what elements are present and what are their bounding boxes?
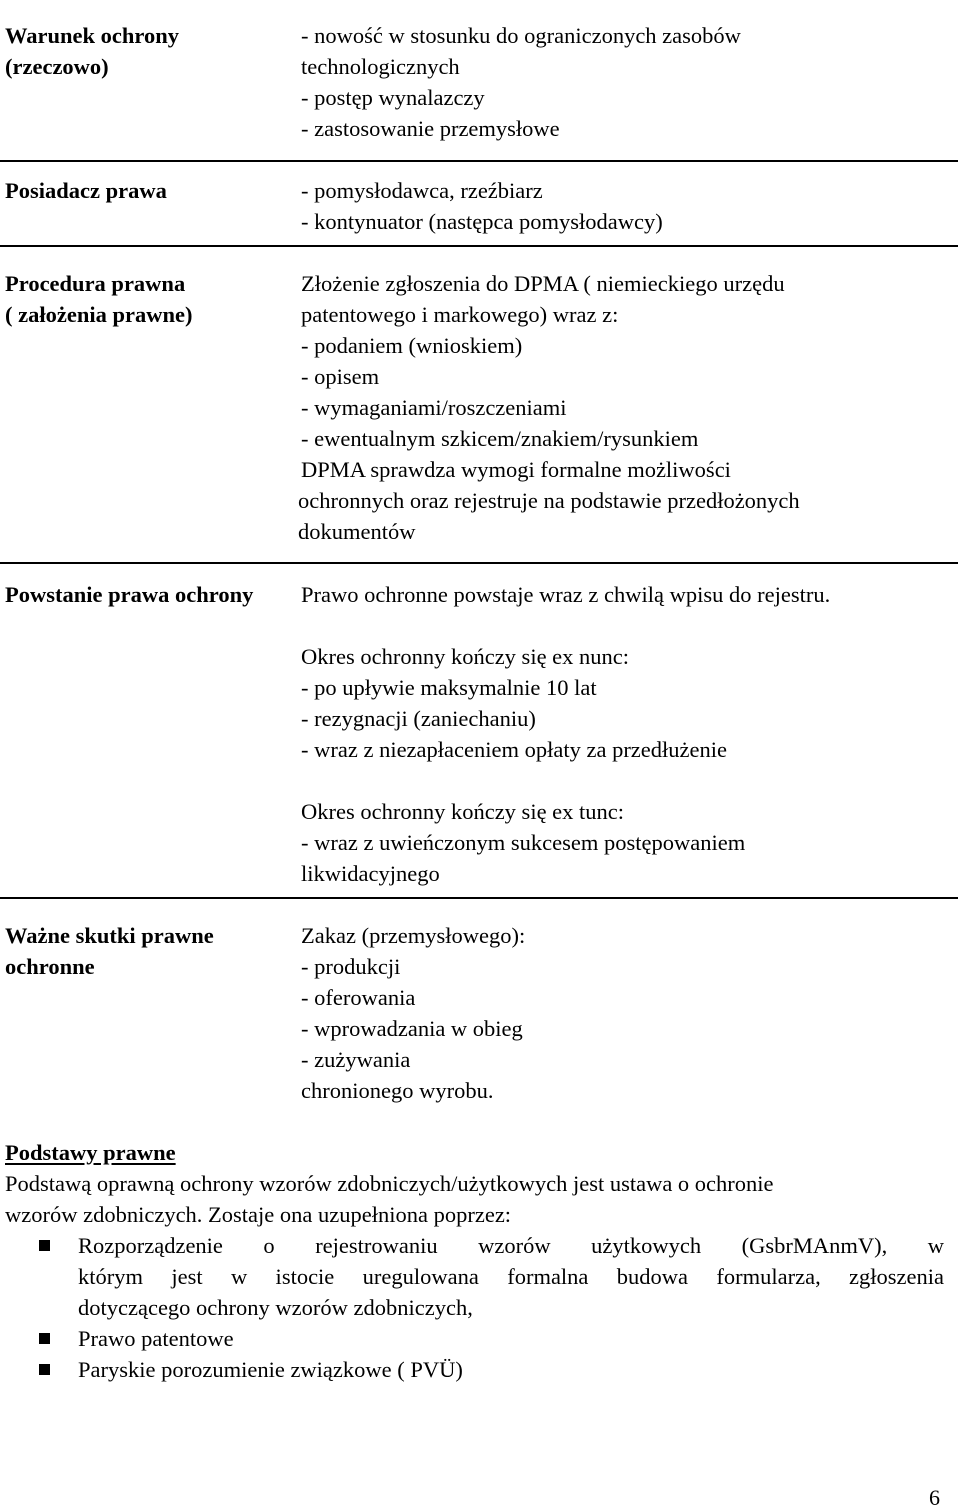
row-content-line: - zużywania bbox=[301, 1047, 411, 1072]
row-content-line: Okres ochronny kończy się ex nunc: bbox=[301, 644, 630, 669]
row-content-line: - podaniem (wnioskiem) bbox=[301, 333, 523, 358]
bullet-line: którym jest w istocie uregulowana formalna budowa formularza, zgłoszenia bbox=[78, 1264, 944, 1289]
row-divider bbox=[0, 562, 958, 564]
row-content-line: DPMA sprawdza wymogi formalne możliwości bbox=[301, 457, 731, 482]
row-content-line: patentowego i markowego) wraz z: bbox=[301, 302, 619, 327]
row-content-line: ochronnych oraz rejestruje na podstawie przedłożonych bbox=[298, 488, 800, 513]
square-bullet-icon bbox=[39, 1364, 50, 1375]
row-content-line: - postęp wynalazczy bbox=[301, 85, 485, 110]
row-content-line: - po upływie maksymalnie 10 lat bbox=[301, 675, 597, 700]
square-bullet-icon bbox=[39, 1240, 50, 1251]
row-content-line: - rezygnacji (zaniechaniu) bbox=[301, 706, 536, 731]
row-label: ( założenia prawne) bbox=[5, 302, 193, 327]
row-content-line: - nowość w stosunku do ograniczonych zasobów bbox=[301, 23, 741, 48]
page-number: 6 bbox=[929, 1485, 940, 1510]
bullet-line: dotyczącego ochrony wzorów zdobniczych, bbox=[78, 1295, 473, 1320]
row-label: Powstanie prawa ochrony bbox=[5, 582, 254, 607]
row-content-line: - ewentualnym szkicem/znakiem/rysunkiem bbox=[301, 426, 699, 451]
square-bullet-icon bbox=[39, 1333, 50, 1344]
row-content-line: Okres ochronny kończy się ex tunc: bbox=[301, 799, 625, 824]
row-inline-text: Prawo ochronne powstaje wraz z chwilą wpisu do rejestru. bbox=[301, 582, 831, 607]
row-divider bbox=[0, 245, 958, 247]
row-content-line: - produkcji bbox=[301, 954, 401, 979]
legal-paragraph-line: wzorów zdobniczych. Zostaje ona uzupełniona poprzez: bbox=[5, 1202, 512, 1227]
row-content-line: - kontynuator (następca pomysłodawcy) bbox=[301, 209, 663, 234]
bullet-line: Rozporządzenie o rejestrowaniu wzorów użytkowych (GsbrMAnmV), w bbox=[78, 1233, 944, 1258]
row-content-line: dokumentów bbox=[298, 519, 416, 544]
row-label: Ważne skutki prawne bbox=[5, 923, 214, 948]
row-divider bbox=[0, 160, 958, 162]
row-content-line: - oferowania bbox=[301, 985, 416, 1010]
bullet-line: Paryskie porozumienie związkowe ( PVÜ) bbox=[78, 1357, 463, 1382]
row-content-line: technologicznych bbox=[301, 54, 460, 79]
row-content-line: - opisem bbox=[301, 364, 380, 389]
row-label: Warunek ochrony bbox=[5, 23, 179, 48]
row-content-line: - wymaganiami/roszczeniami bbox=[301, 395, 567, 420]
row-label: Procedura prawna bbox=[5, 271, 186, 296]
row-label: ochronne bbox=[5, 954, 95, 979]
row-label: (rzeczowo) bbox=[5, 54, 109, 79]
legal-heading: Podstawy prawne bbox=[5, 1140, 176, 1165]
row-label: Posiadacz prawa bbox=[5, 178, 167, 203]
row-content-line: - wprowadzania w obieg bbox=[301, 1016, 523, 1041]
row-content-line: likwidacyjnego bbox=[301, 861, 440, 886]
row-content-line: - zastosowanie przemysłowe bbox=[301, 116, 560, 141]
row-content-line: Zakaz (przemysłowego): bbox=[301, 923, 526, 948]
row-content-line: - pomysłodawca, rzeźbiarz bbox=[301, 178, 543, 203]
row-content-line: - wraz z uwieńczonym sukcesem postępowaniem bbox=[301, 830, 746, 855]
row-content-line: - wraz z niezapłaceniem opłaty za przedłużenie bbox=[301, 737, 727, 762]
legal-paragraph-line: Podstawą oprawną ochrony wzorów zdobniczych/użytkowych jest ustawa o ochronie bbox=[5, 1171, 774, 1196]
row-content-line: Złożenie zgłoszenia do DPMA ( niemieckiego urzędu bbox=[301, 271, 785, 296]
bullet-line: Prawo patentowe bbox=[78, 1326, 234, 1351]
row-content-line: chronionego wyrobu. bbox=[301, 1078, 494, 1103]
row-divider bbox=[0, 897, 958, 899]
